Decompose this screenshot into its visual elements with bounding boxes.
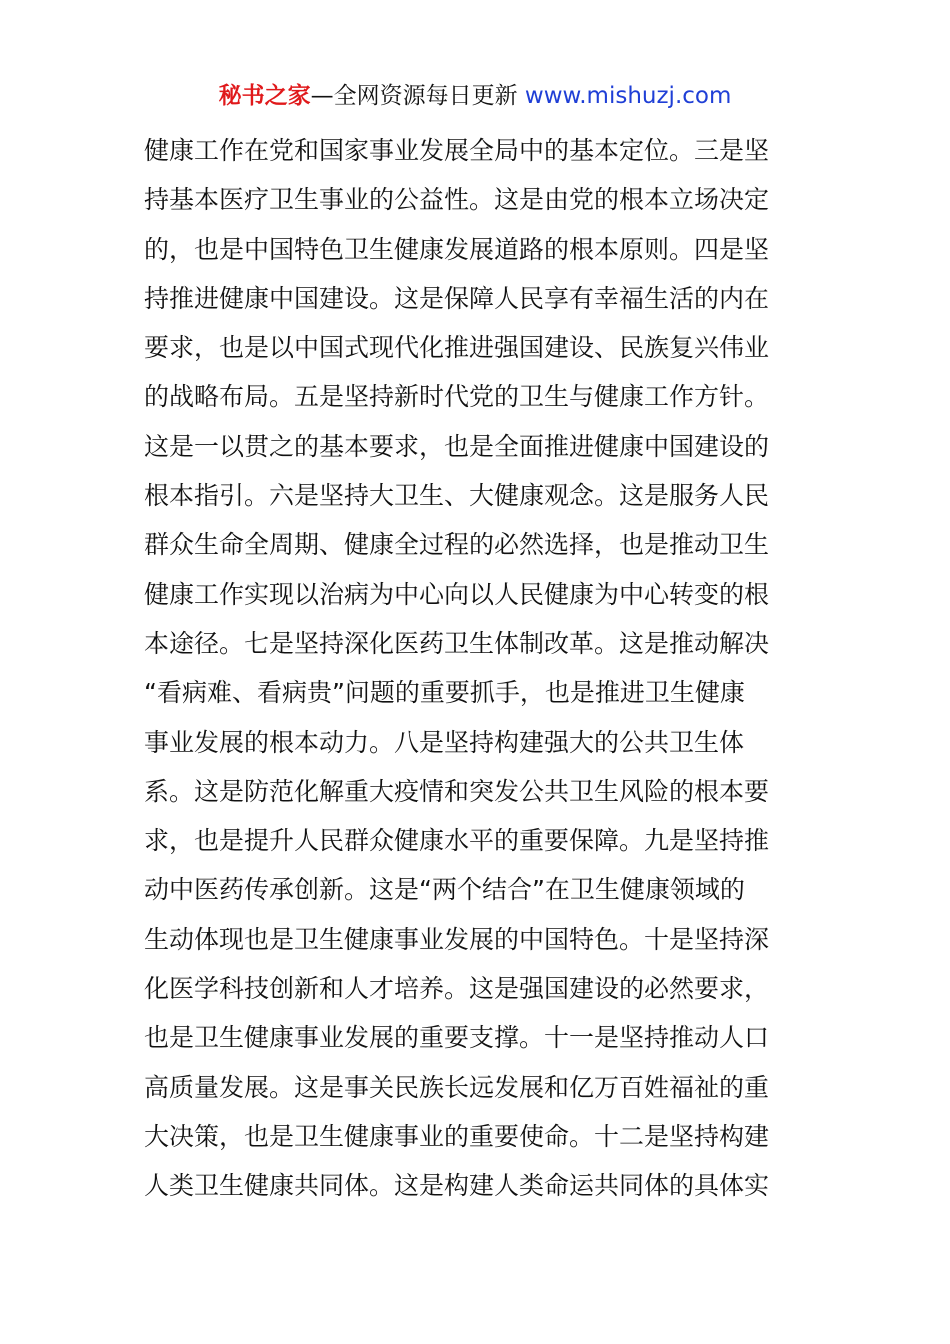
body-line: 持推进健康中国建设。这是保障人民享有幸福生活的内在 bbox=[144, 283, 770, 313]
document-body bbox=[144, 126, 814, 1211]
site-brand: 秘书之家 bbox=[218, 83, 311, 109]
body-line: 本途径。七是坚持深化医药卫生体制改革。这是推动解决 bbox=[144, 628, 770, 658]
body-line: 高质量发展。这是事关民族长远发展和亿万百姓福祉的重 bbox=[144, 1072, 770, 1102]
body-line: 也是卫生健康事业发展的重要支撑。十一是坚持推动人口 bbox=[144, 1023, 770, 1053]
body-line: 生动体现也是卫生健康事业发展的中国特色。十是坚持深 bbox=[144, 924, 770, 954]
body-line: 的，也是中国特色卫生健康发展道路的根本原则。四是坚 bbox=[144, 234, 770, 264]
body-line: 系。这是防范化解重大疫情和突发公共卫生风险的根本要 bbox=[144, 776, 770, 806]
page-header bbox=[0, 80, 950, 112]
body-line: 事业发展的根本动力。八是坚持构建强大的公共卫生体 bbox=[144, 727, 745, 757]
body-line: 要求，也是以中国式现代化推进强国建设、民族复兴伟业 bbox=[144, 333, 770, 363]
body-line: 的战略布局。五是坚持新时代党的卫生与健康工作方针。 bbox=[144, 382, 770, 412]
body-line: 这是一以贯之的基本要求，也是全面推进健康中国建设的 bbox=[144, 431, 770, 461]
body-line: 大决策，也是卫生健康事业的重要使命。十二是坚持构建 bbox=[144, 1121, 770, 1151]
body-line: 化医学科技创新和人才培养。这是强国建设的必然要求， bbox=[144, 974, 770, 1004]
body-line: 求，也是提升人民群众健康水平的重要保障。九是坚持推 bbox=[144, 826, 770, 856]
body-line: 健康工作实现以治病为中心向以人民健康为中心转变的根 bbox=[144, 579, 770, 609]
body-line: 健康工作在党和国家事业发展全局中的基本定位。三是坚 bbox=[144, 136, 770, 165]
body-line: 持基本医疗卫生事业的公益性。这是由党的根本立场决定 bbox=[144, 185, 770, 215]
body-line: 群众生命全周期、健康全过程的必然选择，也是推动卫生 bbox=[144, 530, 770, 560]
site-url-link[interactable]: www.mishuzj.com bbox=[524, 83, 732, 109]
body-line: 人类卫生健康共同体。这是构建人类命运共同体的具体实 bbox=[144, 1171, 770, 1201]
site-tagline: —全网资源每日更新 bbox=[310, 83, 525, 109]
body-line: 动中医药传承创新。这是“两个结合”在卫生健康领域的 bbox=[144, 875, 745, 905]
body-line: 根本指引。六是坚持大卫生、大健康观念。这是服务人民 bbox=[144, 481, 770, 511]
body-line: “看病难、看病贵”问题的重要抓手，也是推进卫生健康 bbox=[144, 678, 745, 708]
